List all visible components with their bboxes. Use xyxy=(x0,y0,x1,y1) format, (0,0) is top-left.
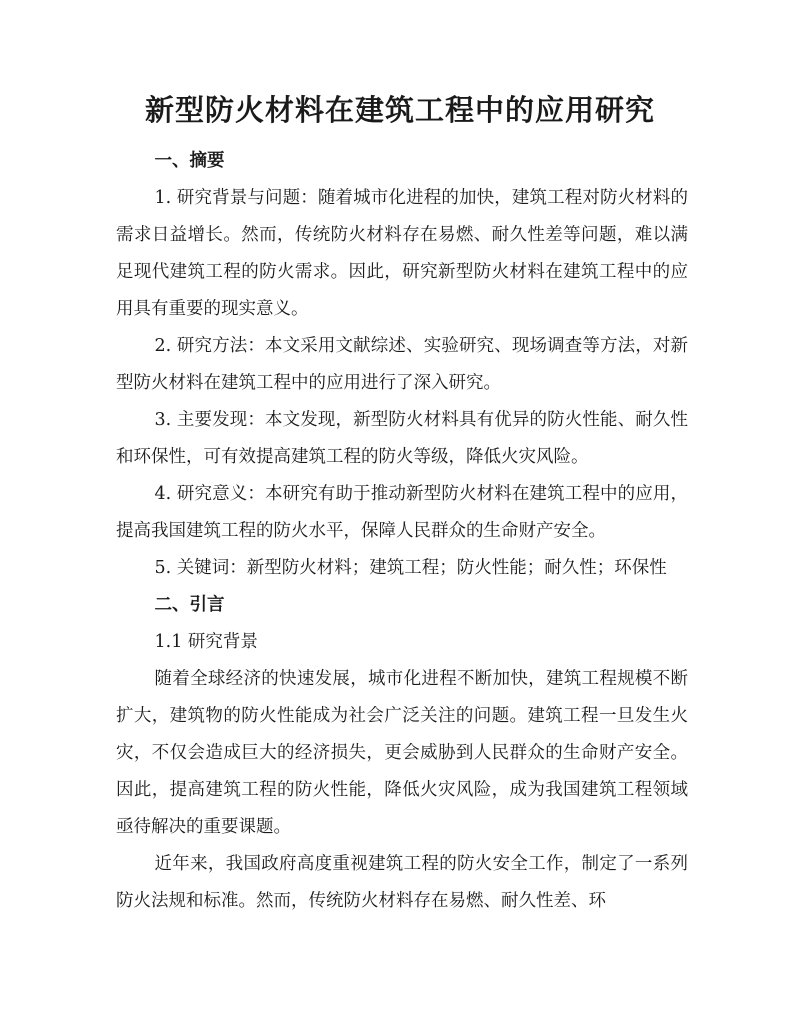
abstract-item-significance: 4. 研究意义：本研究有助于推动新型防火材料在建筑工程中的应用，提高我国建筑工程的防火水平，保障人民群众的生命财产安全。 xyxy=(116,484,688,541)
introduction-heading: 二、引言 xyxy=(154,595,225,615)
document-title: 新型防火材料在建筑工程中的应用研究 xyxy=(144,93,655,127)
abstract-item-findings: 3. 主要发现：本文发现，新型防火材料具有优异的防火性能、耐久性和环保性，可有效提高建筑工程的防火等级，降低火灾风险。 xyxy=(116,410,688,467)
abstract-item-methods: 2. 研究方法：本文采用文献综述、实验研究、现场调查等方法，对新型防火材料在建筑工程中的应用进行了深入研究。 xyxy=(116,336,688,393)
abstract-item-keywords: 5. 关键词：新型防火材料；建筑工程；防火性能；耐久性；环保性 xyxy=(154,558,667,578)
abstract-heading: 一、摘要 xyxy=(154,151,225,171)
document-body xyxy=(116,143,688,920)
background-subheading: 1.1 研究背景 xyxy=(154,632,258,652)
abstract-item-background: 1. 研究背景与问题：随着城市化进程的加快，建筑工程对防火材料的需求日益增长。然而，传统防火材料存在易燃、耐久性差等问题，难以满足现代建筑工程的防火需求。因此，研究新型防火材料在建筑工程中的应用具有重要的现实意义。 xyxy=(116,188,688,319)
introduction-paragraph: 近年来，我国政府高度重视建筑工程的防火安全工作，制定了一系列防火法规和标准。然而，传统防火材料存在易燃、耐久性差、环 xyxy=(116,854,688,911)
introduction-paragraph: 随着全球经济的快速发展，城市化进程不断加快，建筑工程规模不断扩大，建筑物的防火性能成为社会广泛关注的问题。建筑工程一旦发生火灾，不仅会造成巨大的经济损失，更会威胁到人民群众的生命财产安全。因此，提高建筑工程的防火性能，降低火灾风险，成为我国建筑工程领域亟待解决的重要课题。 xyxy=(116,669,688,837)
